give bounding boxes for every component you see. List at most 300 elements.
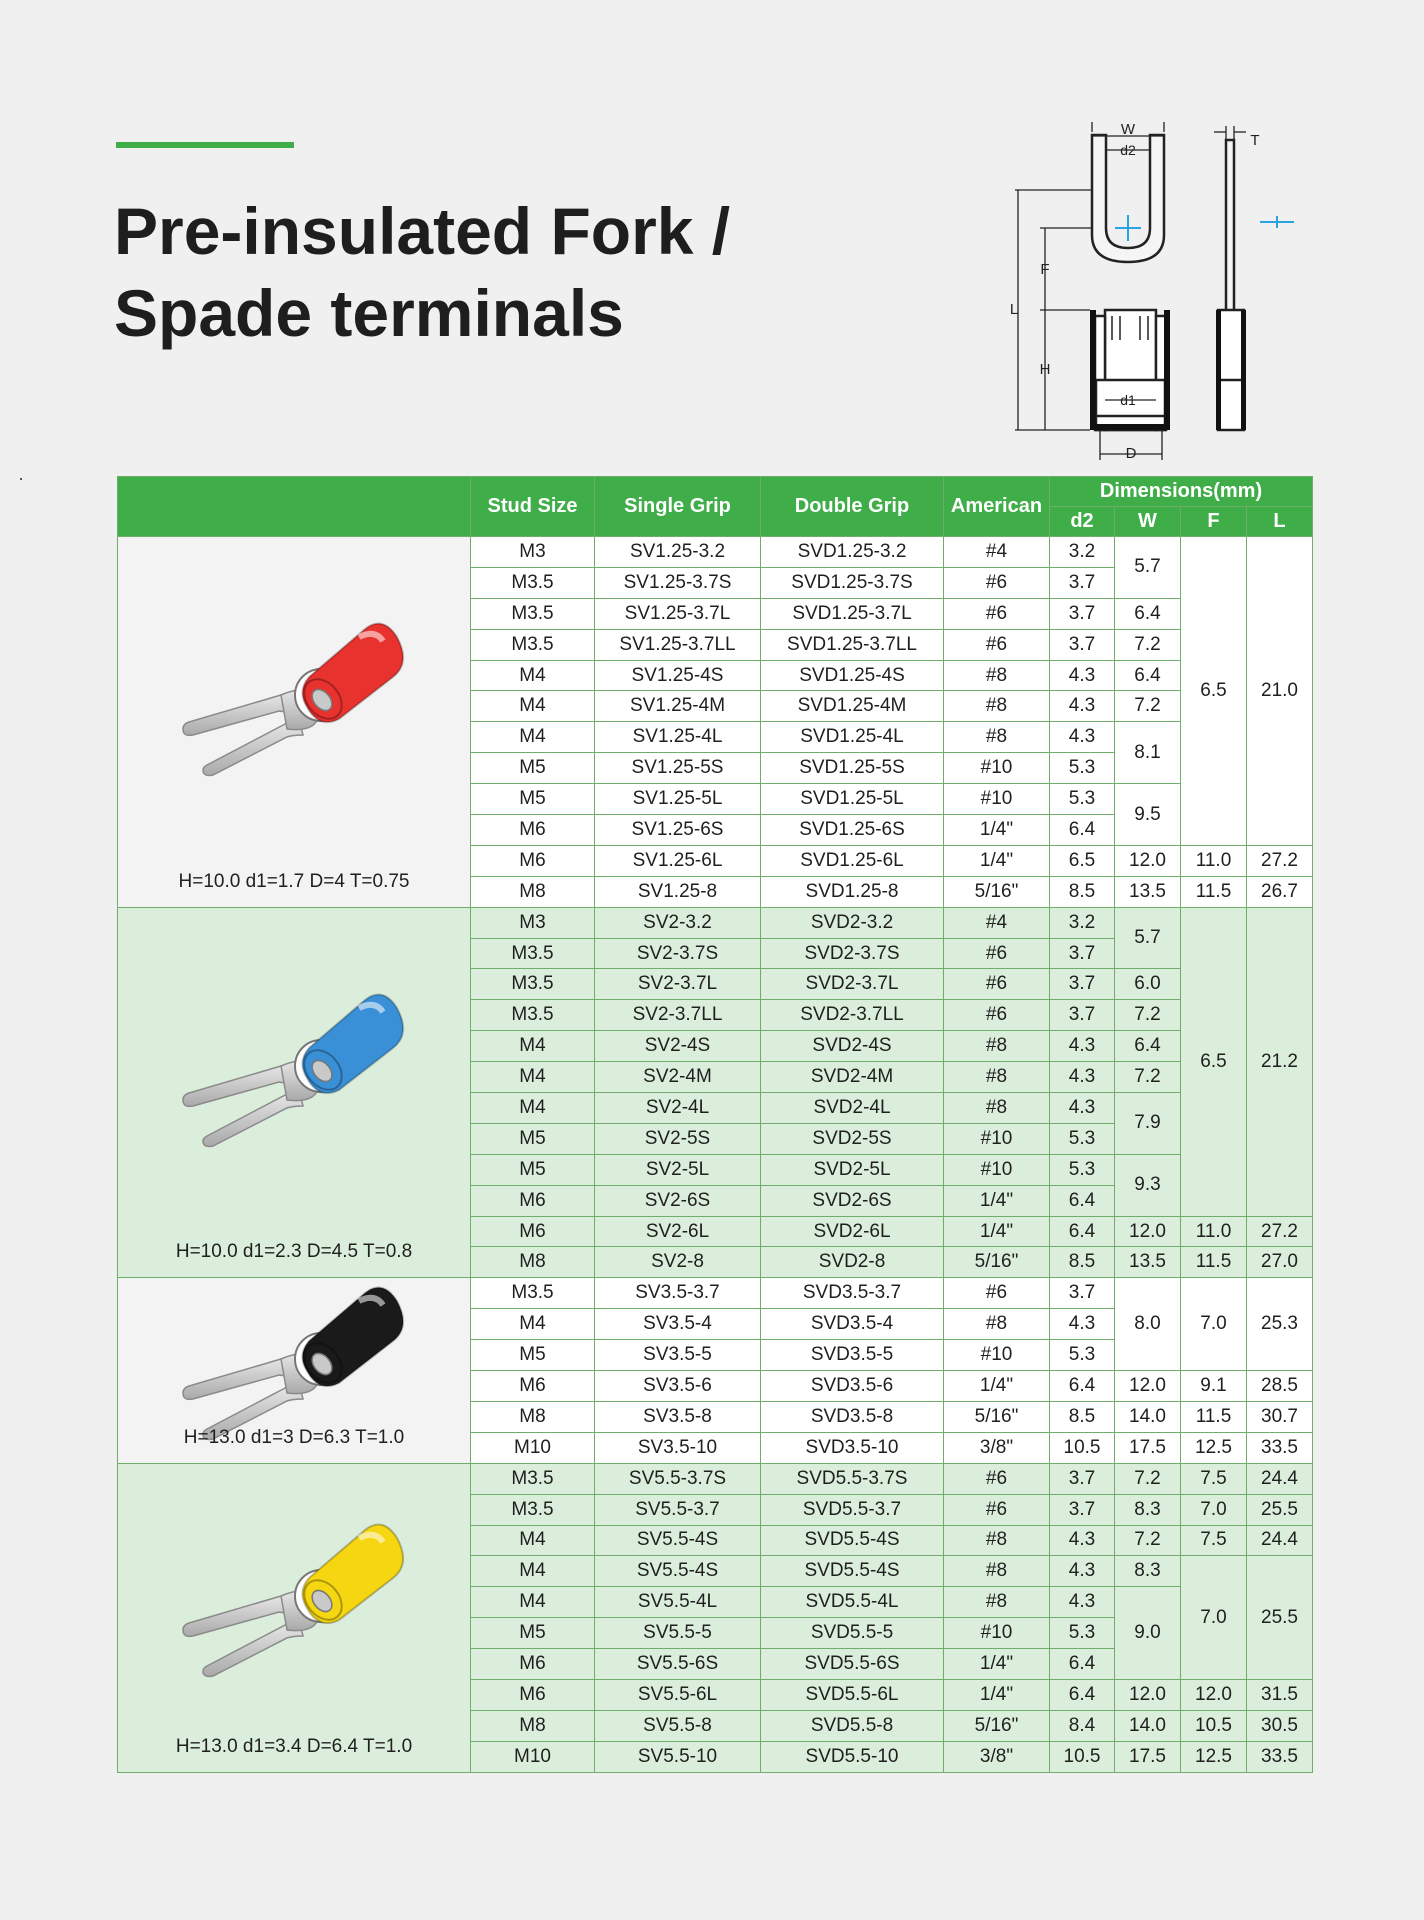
- american-size-cell: 5/16": [944, 1710, 1050, 1741]
- american-size-cell: #8: [944, 1062, 1050, 1093]
- stud-size-cell: M4: [471, 1031, 595, 1062]
- l-cell: 27.2: [1247, 1216, 1313, 1247]
- double-grip-cell: SVD1.25-3.7L: [761, 598, 944, 629]
- double-grip-cell: SVD2-4S: [761, 1031, 944, 1062]
- stud-size-cell: M4: [471, 722, 595, 753]
- d2-cell: 6.4: [1050, 815, 1115, 846]
- l-cell: 26.7: [1247, 876, 1313, 907]
- stud-size-cell: M3: [471, 537, 595, 568]
- single-grip-cell: SV3.5-4: [595, 1309, 761, 1340]
- american-size-cell: #10: [944, 1340, 1050, 1371]
- stud-size-cell: M5: [471, 784, 595, 815]
- w-cell: 14.0: [1115, 1710, 1181, 1741]
- d2-cell: 5.3: [1050, 784, 1115, 815]
- f-cell: 6.5: [1181, 907, 1247, 1216]
- fork-terminal-image: [169, 978, 419, 1148]
- double-grip-cell: SVD5.5-3.7S: [761, 1463, 944, 1494]
- single-grip-cell: SV3.5-8: [595, 1401, 761, 1432]
- double-grip-cell: SVD5.5-4L: [761, 1587, 944, 1618]
- stud-size-cell: M4: [471, 1525, 595, 1556]
- double-grip-cell: SVD2-3.7LL: [761, 1000, 944, 1031]
- american-size-cell: #10: [944, 1618, 1050, 1649]
- terminal-spec-caption: H=10.0 d1=1.7 D=4 T=0.75: [178, 870, 410, 892]
- american-size-cell: 1/4": [944, 815, 1050, 846]
- double-grip-cell: SVD1.25-3.2: [761, 537, 944, 568]
- d2-cell: 10.5: [1050, 1741, 1115, 1772]
- page-title: [114, 190, 730, 354]
- fork-terminal-image: [169, 607, 419, 777]
- single-grip-cell: SV2-8: [595, 1247, 761, 1278]
- stud-size-cell: M5: [471, 1123, 595, 1154]
- dim-label-d2: d2: [1120, 142, 1136, 158]
- terminal-image-cell: [118, 537, 471, 908]
- double-grip-cell: SVD2-8: [761, 1247, 944, 1278]
- f-cell: 7.0: [1181, 1278, 1247, 1371]
- double-grip-cell: SVD1.25-4M: [761, 691, 944, 722]
- terminal-spec-caption: H=13.0 d1=3.4 D=6.4 T=1.0: [175, 1735, 413, 1757]
- d2-cell: 4.3: [1050, 1093, 1115, 1124]
- american-size-cell: 3/8": [944, 1741, 1050, 1772]
- stud-size-cell: M5: [471, 1618, 595, 1649]
- accent-bar: [116, 142, 294, 148]
- stud-size-cell: M3: [471, 907, 595, 938]
- single-grip-cell: SV5.5-4S: [595, 1556, 761, 1587]
- american-size-cell: #10: [944, 1123, 1050, 1154]
- stud-size-cell: M6: [471, 815, 595, 846]
- stud-size-cell: M4: [471, 1556, 595, 1587]
- fork-terminal-image: [169, 1278, 419, 1441]
- double-grip-cell: SVD1.25-4S: [761, 660, 944, 691]
- w-cell: 17.5: [1115, 1432, 1181, 1463]
- l-cell: 25.5: [1247, 1556, 1313, 1680]
- w-cell: 12.0: [1115, 1371, 1181, 1402]
- d2-cell: 8.5: [1050, 1247, 1115, 1278]
- d2-cell: 3.7: [1050, 969, 1115, 1000]
- stud-size-cell: M3.5: [471, 1000, 595, 1031]
- stud-size-cell: M6: [471, 1216, 595, 1247]
- stud-size-cell: M4: [471, 1093, 595, 1124]
- stud-size-cell: M3.5: [471, 938, 595, 969]
- single-grip-cell: SV1.25-8: [595, 876, 761, 907]
- f-cell: 7.5: [1181, 1525, 1247, 1556]
- stud-size-cell: M3.5: [471, 969, 595, 1000]
- d2-cell: 8.5: [1050, 1401, 1115, 1432]
- double-grip-cell: SVD3.5-8: [761, 1401, 944, 1432]
- f-cell: 11.0: [1181, 845, 1247, 876]
- american-size-cell: #4: [944, 537, 1050, 568]
- w-cell: 9.0: [1115, 1587, 1181, 1680]
- double-grip-cell: SVD2-5L: [761, 1154, 944, 1185]
- single-grip-cell: SV3.5-3.7: [595, 1278, 761, 1309]
- stud-size-cell: M8: [471, 1710, 595, 1741]
- american-size-cell: 1/4": [944, 845, 1050, 876]
- single-grip-cell: SV5.5-4S: [595, 1525, 761, 1556]
- d2-cell: 6.5: [1050, 845, 1115, 876]
- double-grip-cell: SVD2-6L: [761, 1216, 944, 1247]
- l-cell: 24.4: [1247, 1463, 1313, 1494]
- l-cell: 30.5: [1247, 1710, 1313, 1741]
- w-cell: 7.2: [1115, 629, 1181, 660]
- f-cell: 10.5: [1181, 1710, 1247, 1741]
- d2-cell: 4.3: [1050, 1062, 1115, 1093]
- american-size-cell: #6: [944, 629, 1050, 660]
- double-grip-cell: SVD5.5-3.7: [761, 1494, 944, 1525]
- d2-cell: 6.4: [1050, 1371, 1115, 1402]
- american-size-cell: #6: [944, 1000, 1050, 1031]
- american-size-cell: #8: [944, 1093, 1050, 1124]
- single-grip-cell: SV1.25-6S: [595, 815, 761, 846]
- w-cell: 17.5: [1115, 1741, 1181, 1772]
- l-cell: 25.3: [1247, 1278, 1313, 1371]
- double-grip-cell: SVD3.5-10: [761, 1432, 944, 1463]
- american-size-cell: #6: [944, 1278, 1050, 1309]
- single-grip-cell: SV1.25-5L: [595, 784, 761, 815]
- stud-size-cell: M4: [471, 1062, 595, 1093]
- table-row: [118, 1278, 1313, 1309]
- single-grip-cell: SV1.25-4M: [595, 691, 761, 722]
- dim-label-f: F: [1040, 261, 1050, 278]
- stray-dot: [20, 478, 22, 480]
- header-double-grip: Double Grip: [761, 477, 944, 537]
- d2-cell: 4.3: [1050, 1556, 1115, 1587]
- title-line-1: Pre-insulated Fork /: [114, 194, 731, 268]
- table-row: [118, 907, 1313, 938]
- double-grip-cell: SVD1.25-4L: [761, 722, 944, 753]
- double-grip-cell: SVD3.5-6: [761, 1371, 944, 1402]
- fork-terminal-image: [169, 1508, 419, 1678]
- stud-size-cell: M4: [471, 1587, 595, 1618]
- d2-cell: 3.7: [1050, 567, 1115, 598]
- terminal-group: [118, 1463, 1313, 1772]
- double-grip-cell: SVD1.25-5L: [761, 784, 944, 815]
- double-grip-cell: SVD1.25-6L: [761, 845, 944, 876]
- stud-size-cell: M3.5: [471, 629, 595, 660]
- single-grip-cell: SV1.25-4S: [595, 660, 761, 691]
- terminal-group: [118, 907, 1313, 1278]
- w-cell: 8.0: [1115, 1278, 1181, 1371]
- single-grip-cell: SV2-4S: [595, 1031, 761, 1062]
- w-cell: 12.0: [1115, 845, 1181, 876]
- header-image-cell: [118, 477, 471, 537]
- american-size-cell: #4: [944, 907, 1050, 938]
- l-cell: 21.2: [1247, 907, 1313, 1216]
- single-grip-cell: SV5.5-8: [595, 1710, 761, 1741]
- single-grip-cell: SV2-3.7L: [595, 969, 761, 1000]
- dim-label-l: L: [1009, 301, 1019, 318]
- w-cell: 13.5: [1115, 876, 1181, 907]
- american-size-cell: #6: [944, 567, 1050, 598]
- american-size-cell: 1/4": [944, 1649, 1050, 1680]
- w-cell: 8.3: [1115, 1556, 1181, 1587]
- l-cell: 24.4: [1247, 1525, 1313, 1556]
- stud-size-cell: M6: [471, 845, 595, 876]
- american-size-cell: #8: [944, 1031, 1050, 1062]
- double-grip-cell: SVD5.5-4S: [761, 1556, 944, 1587]
- f-cell: 12.5: [1181, 1741, 1247, 1772]
- d2-cell: 3.7: [1050, 1463, 1115, 1494]
- american-size-cell: 5/16": [944, 1247, 1050, 1278]
- american-size-cell: 5/16": [944, 876, 1050, 907]
- single-grip-cell: SV3.5-6: [595, 1371, 761, 1402]
- d2-cell: 4.3: [1050, 1309, 1115, 1340]
- double-grip-cell: SVD2-3.7L: [761, 969, 944, 1000]
- double-grip-cell: SVD2-6S: [761, 1185, 944, 1216]
- l-cell: 21.0: [1247, 537, 1313, 846]
- d2-cell: 5.3: [1050, 1123, 1115, 1154]
- american-size-cell: 1/4": [944, 1679, 1050, 1710]
- header-f: F: [1181, 507, 1247, 537]
- single-grip-cell: SV2-5S: [595, 1123, 761, 1154]
- d2-cell: 3.2: [1050, 907, 1115, 938]
- l-cell: 27.0: [1247, 1247, 1313, 1278]
- single-grip-cell: SV5.5-6S: [595, 1649, 761, 1680]
- single-grip-cell: SV5.5-3.7: [595, 1494, 761, 1525]
- header-dimensions: Dimensions(mm): [1050, 477, 1313, 507]
- single-grip-cell: SV1.25-6L: [595, 845, 761, 876]
- w-cell: 8.1: [1115, 722, 1181, 784]
- header-single-grip: Single Grip: [595, 477, 761, 537]
- table-row: [118, 1463, 1313, 1494]
- terminal-image-cell: [118, 1278, 471, 1463]
- stud-size-cell: M8: [471, 876, 595, 907]
- double-grip-cell: SVD2-4L: [761, 1093, 944, 1124]
- double-grip-cell: SVD1.25-8: [761, 876, 944, 907]
- dim-label-h: H: [1039, 361, 1051, 378]
- terminal-spec-caption: H=13.0 d1=3 D=6.3 T=1.0: [183, 1426, 405, 1448]
- f-cell: 12.0: [1181, 1679, 1247, 1710]
- f-cell: 7.5: [1181, 1463, 1247, 1494]
- l-cell: 27.2: [1247, 845, 1313, 876]
- terminal-group: [118, 1278, 1313, 1463]
- d2-cell: 4.3: [1050, 722, 1115, 753]
- american-size-cell: #8: [944, 1525, 1050, 1556]
- single-grip-cell: SV3.5-10: [595, 1432, 761, 1463]
- american-size-cell: #6: [944, 598, 1050, 629]
- stud-size-cell: M3.5: [471, 1463, 595, 1494]
- d2-cell: 10.5: [1050, 1432, 1115, 1463]
- header-d2: d2: [1050, 507, 1115, 537]
- double-grip-cell: SVD5.5-10: [761, 1741, 944, 1772]
- w-cell: 6.4: [1115, 1031, 1181, 1062]
- w-cell: 8.3: [1115, 1494, 1181, 1525]
- header-american: American: [944, 477, 1050, 537]
- single-grip-cell: SV3.5-5: [595, 1340, 761, 1371]
- american-size-cell: #8: [944, 1556, 1050, 1587]
- w-cell: 7.9: [1115, 1093, 1181, 1155]
- double-grip-cell: SVD3.5-3.7: [761, 1278, 944, 1309]
- single-grip-cell: SV5.5-10: [595, 1741, 761, 1772]
- stud-size-cell: M3.5: [471, 1494, 595, 1525]
- w-cell: 7.2: [1115, 691, 1181, 722]
- double-grip-cell: SVD5.5-6S: [761, 1649, 944, 1680]
- f-cell: 7.0: [1181, 1494, 1247, 1525]
- dim-label-d: D: [1125, 445, 1137, 462]
- stud-size-cell: M4: [471, 691, 595, 722]
- l-cell: 31.5: [1247, 1679, 1313, 1710]
- stud-size-cell: M5: [471, 1340, 595, 1371]
- american-size-cell: #10: [944, 1154, 1050, 1185]
- d2-cell: 4.3: [1050, 1525, 1115, 1556]
- double-grip-cell: SVD3.5-5: [761, 1340, 944, 1371]
- single-grip-cell: SV5.5-6L: [595, 1679, 761, 1710]
- d2-cell: 4.3: [1050, 1587, 1115, 1618]
- w-cell: 9.3: [1115, 1154, 1181, 1216]
- terminal-dimension-diagram: [1000, 120, 1320, 470]
- d2-cell: 6.4: [1050, 1216, 1115, 1247]
- double-grip-cell: SVD2-5S: [761, 1123, 944, 1154]
- spec-table: [117, 476, 1313, 1773]
- dim-label-d1: d1: [1120, 392, 1136, 408]
- d2-cell: 8.4: [1050, 1710, 1115, 1741]
- f-cell: 11.5: [1181, 876, 1247, 907]
- double-grip-cell: SVD1.25-3.7LL: [761, 629, 944, 660]
- single-grip-cell: SV1.25-3.7S: [595, 567, 761, 598]
- w-cell: 6.4: [1115, 598, 1181, 629]
- d2-cell: 4.3: [1050, 660, 1115, 691]
- f-cell: 6.5: [1181, 537, 1247, 846]
- w-cell: 5.7: [1115, 537, 1181, 599]
- double-grip-cell: SVD3.5-4: [761, 1309, 944, 1340]
- double-grip-cell: SVD1.25-6S: [761, 815, 944, 846]
- w-cell: 7.2: [1115, 1062, 1181, 1093]
- single-grip-cell: SV2-6L: [595, 1216, 761, 1247]
- title-line-2: Spade terminals: [114, 276, 624, 350]
- double-grip-cell: SVD5.5-4S: [761, 1525, 944, 1556]
- single-grip-cell: SV1.25-4L: [595, 722, 761, 753]
- d2-cell: 5.3: [1050, 753, 1115, 784]
- l-cell: 28.5: [1247, 1371, 1313, 1402]
- double-grip-cell: SVD2-3.7S: [761, 938, 944, 969]
- american-size-cell: #8: [944, 691, 1050, 722]
- stud-size-cell: M5: [471, 753, 595, 784]
- american-size-cell: #8: [944, 722, 1050, 753]
- american-size-cell: #6: [944, 938, 1050, 969]
- d2-cell: 5.3: [1050, 1154, 1115, 1185]
- single-grip-cell: SV5.5-3.7S: [595, 1463, 761, 1494]
- terminal-image-cell: [118, 907, 471, 1278]
- w-cell: 13.5: [1115, 1247, 1181, 1278]
- american-size-cell: #8: [944, 660, 1050, 691]
- terminal-group: [118, 537, 1313, 908]
- double-grip-cell: SVD5.5-6L: [761, 1679, 944, 1710]
- stud-size-cell: M5: [471, 1154, 595, 1185]
- w-cell: 12.0: [1115, 1679, 1181, 1710]
- terminal-spec-caption: H=10.0 d1=2.3 D=4.5 T=0.8: [175, 1241, 413, 1263]
- stud-size-cell: M8: [471, 1401, 595, 1432]
- double-grip-cell: SVD5.5-8: [761, 1710, 944, 1741]
- stud-size-cell: M10: [471, 1432, 595, 1463]
- single-grip-cell: SV5.5-4L: [595, 1587, 761, 1618]
- d2-cell: 6.4: [1050, 1679, 1115, 1710]
- w-cell: 9.5: [1115, 784, 1181, 846]
- l-cell: 30.7: [1247, 1401, 1313, 1432]
- american-size-cell: #6: [944, 969, 1050, 1000]
- d2-cell: 4.3: [1050, 691, 1115, 722]
- american-size-cell: 1/4": [944, 1371, 1050, 1402]
- f-cell: 7.0: [1181, 1556, 1247, 1680]
- f-cell: 11.5: [1181, 1401, 1247, 1432]
- w-cell: 6.0: [1115, 969, 1181, 1000]
- w-cell: 7.2: [1115, 1525, 1181, 1556]
- w-cell: 5.7: [1115, 907, 1181, 969]
- stud-size-cell: M4: [471, 1309, 595, 1340]
- single-grip-cell: SV1.25-3.2: [595, 537, 761, 568]
- d2-cell: 3.7: [1050, 598, 1115, 629]
- single-grip-cell: SV2-6S: [595, 1185, 761, 1216]
- american-size-cell: #6: [944, 1494, 1050, 1525]
- f-cell: 11.5: [1181, 1247, 1247, 1278]
- stud-size-cell: M6: [471, 1185, 595, 1216]
- american-size-cell: 3/8": [944, 1432, 1050, 1463]
- header-w: W: [1115, 507, 1181, 537]
- single-grip-cell: SV2-4L: [595, 1093, 761, 1124]
- l-cell: 33.5: [1247, 1741, 1313, 1772]
- f-cell: 11.0: [1181, 1216, 1247, 1247]
- single-grip-cell: SV2-3.2: [595, 907, 761, 938]
- double-grip-cell: SVD1.25-5S: [761, 753, 944, 784]
- stud-size-cell: M6: [471, 1679, 595, 1710]
- header-stud-size: Stud Size: [471, 477, 595, 537]
- f-cell: 9.1: [1181, 1371, 1247, 1402]
- d2-cell: 3.7: [1050, 629, 1115, 660]
- double-grip-cell: SVD2-3.2: [761, 907, 944, 938]
- d2-cell: 5.3: [1050, 1340, 1115, 1371]
- w-cell: 7.2: [1115, 1000, 1181, 1031]
- single-grip-cell: SV1.25-3.7LL: [595, 629, 761, 660]
- american-size-cell: 1/4": [944, 1185, 1050, 1216]
- d2-cell: 8.5: [1050, 876, 1115, 907]
- d2-cell: 5.3: [1050, 1618, 1115, 1649]
- d2-cell: 6.4: [1050, 1649, 1115, 1680]
- stud-size-cell: M3.5: [471, 598, 595, 629]
- stud-size-cell: M8: [471, 1247, 595, 1278]
- dim-label-t: T: [1250, 132, 1260, 149]
- american-size-cell: #10: [944, 753, 1050, 784]
- american-size-cell: 1/4": [944, 1216, 1050, 1247]
- d2-cell: 3.7: [1050, 1000, 1115, 1031]
- stud-size-cell: M6: [471, 1371, 595, 1402]
- d2-cell: 3.7: [1050, 1494, 1115, 1525]
- american-size-cell: #6: [944, 1463, 1050, 1494]
- w-cell: 7.2: [1115, 1463, 1181, 1494]
- d2-cell: 4.3: [1050, 1031, 1115, 1062]
- single-grip-cell: SV5.5-5: [595, 1618, 761, 1649]
- w-cell: 14.0: [1115, 1401, 1181, 1432]
- d2-cell: 3.7: [1050, 938, 1115, 969]
- l-cell: 33.5: [1247, 1432, 1313, 1463]
- single-grip-cell: SV2-3.7S: [595, 938, 761, 969]
- stud-size-cell: M6: [471, 1649, 595, 1680]
- w-cell: 6.4: [1115, 660, 1181, 691]
- single-grip-cell: SV2-4M: [595, 1062, 761, 1093]
- single-grip-cell: SV2-5L: [595, 1154, 761, 1185]
- single-grip-cell: SV2-3.7LL: [595, 1000, 761, 1031]
- double-grip-cell: SVD5.5-5: [761, 1618, 944, 1649]
- header-l: L: [1247, 507, 1313, 537]
- stud-size-cell: M10: [471, 1741, 595, 1772]
- stud-size-cell: M4: [471, 660, 595, 691]
- single-grip-cell: SV1.25-5S: [595, 753, 761, 784]
- d2-cell: 3.2: [1050, 537, 1115, 568]
- stud-size-cell: M3.5: [471, 567, 595, 598]
- table-header: [118, 477, 1313, 537]
- l-cell: 25.5: [1247, 1494, 1313, 1525]
- w-cell: 12.0: [1115, 1216, 1181, 1247]
- double-grip-cell: SVD1.25-3.7S: [761, 567, 944, 598]
- d2-cell: 6.4: [1050, 1185, 1115, 1216]
- dim-label-w: W: [1120, 121, 1136, 138]
- american-size-cell: #8: [944, 1587, 1050, 1618]
